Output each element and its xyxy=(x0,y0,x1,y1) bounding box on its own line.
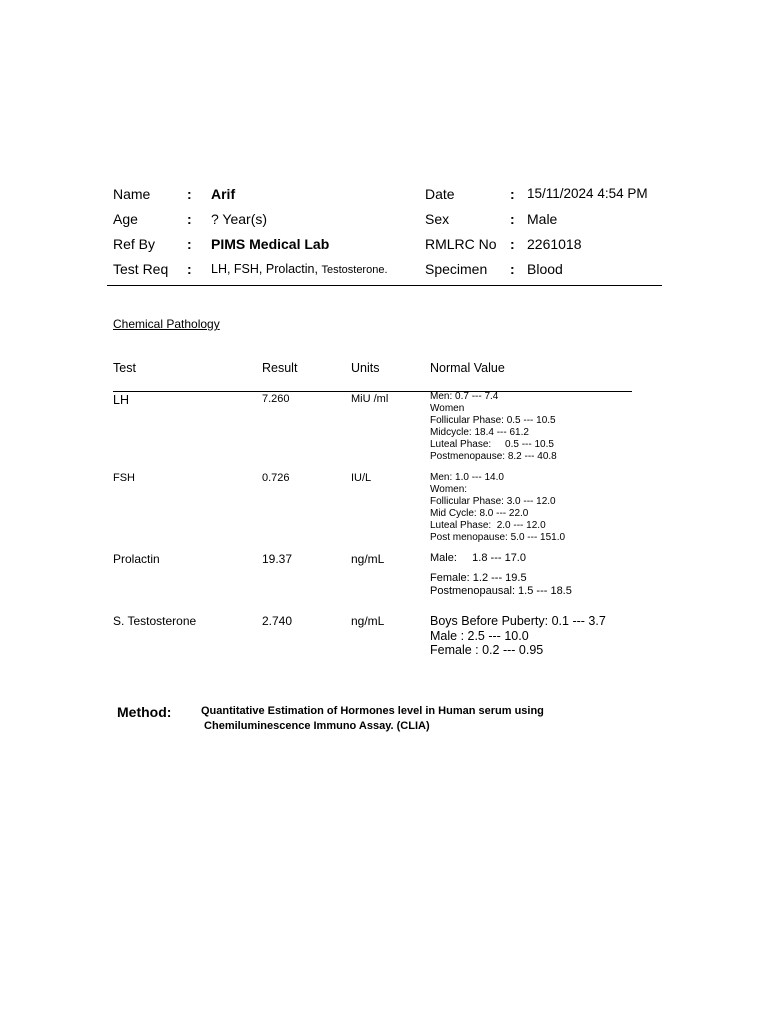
date-colon: : xyxy=(510,186,515,202)
row-prolactin-result: 19.37 xyxy=(262,552,293,566)
row-lh-result: 7.260 xyxy=(262,393,290,405)
row-testosterone-units: ng/mL xyxy=(351,614,385,628)
row-fsh-result: 0.726 xyxy=(262,472,290,484)
col-header-test: Test xyxy=(113,361,136,375)
age-colon: : xyxy=(187,211,192,227)
name-label: Name xyxy=(113,186,151,202)
row-fsh-test: FSH xyxy=(113,472,135,484)
name-value: Arif xyxy=(211,186,236,202)
sex-colon: : xyxy=(510,211,515,227)
method-label: Method: xyxy=(117,704,172,720)
col-header-units: Units xyxy=(351,361,380,375)
row-prolactin-units: ng/mL xyxy=(351,552,385,566)
testreq-colon: : xyxy=(187,261,192,277)
row-lh-test: LH xyxy=(113,393,129,407)
row-fsh-units: IU/L xyxy=(351,472,372,484)
row-fsh-normal: Men: 1.0 --- 14.0 Women: Follicular Phase: 3.0 --- 12.0 Mid Cycle: 8.0 --- 22.0 Luteal Phase: 2.0 --- 12.0 Post menopause: 5.0 --- 151.0 xyxy=(430,472,566,543)
date-value: 15/11/2024 4:54 PM xyxy=(527,186,648,201)
specimen-value: Blood xyxy=(527,261,563,277)
specimen-colon: : xyxy=(510,261,515,277)
rmlrc-value: 2261018 xyxy=(527,236,582,252)
method-text: Quantitative Estimation of Hormones level in Human serum using Chemiluminescence Immuno Assay. (CLIA) xyxy=(201,705,544,732)
section-title: Chemical Pathology xyxy=(113,317,220,331)
age-value: ? Year(s) xyxy=(211,211,268,227)
rmlrc-label: RMLRC No xyxy=(425,236,497,252)
col-header-result: Result xyxy=(262,361,298,375)
sex-label: Sex xyxy=(425,211,450,227)
col-header-normal: Normal Value xyxy=(430,361,505,375)
testreq-value xyxy=(211,261,388,278)
row-testosterone-result: 2.740 xyxy=(262,614,293,628)
row-lh-units: MiU /ml xyxy=(351,393,389,405)
row-prolactin-normal-male: Male: 1.8 --- 17.0 xyxy=(430,552,526,564)
rmlrc-colon: : xyxy=(510,236,515,252)
refby-colon: : xyxy=(187,236,192,252)
row-testosterone-normal: Boys Before Puberty: 0.1 --- 3.7 Male : 2.5 --- 10.0 Female : 0.2 --- 0.95 xyxy=(430,614,606,657)
age-label: Age xyxy=(113,211,138,227)
testreq-label: Test Req xyxy=(113,261,169,277)
sex-value: Male xyxy=(527,211,558,227)
name-colon: : xyxy=(187,186,192,202)
header-divider xyxy=(107,285,662,286)
refby-value: PIMS Medical Lab xyxy=(211,236,330,252)
date-label: Date xyxy=(425,186,455,202)
specimen-label: Specimen xyxy=(425,261,488,277)
testreq-value-small: Testosterone. xyxy=(321,264,388,276)
refby-label: Ref By xyxy=(113,236,156,252)
testreq-value-main: LH, FSH, Prolactin, xyxy=(211,262,318,276)
row-lh-normal: Men: 0.7 --- 7.4 Women Follicular Phase: 0.5 --- 10.5 Midcycle: 18.4 --- 61.2 Luteal Phase: 0.5 --- 10.5 Postmenopause: 8.2 --- 40.8 xyxy=(430,391,557,462)
row-prolactin-test: Prolactin xyxy=(113,552,160,566)
row-testosterone-test: S. Testosterone xyxy=(113,614,197,628)
row-prolactin-normal-female: Female: 1.2 --- 19.5 Postmenopausal: 1.5 --- 18.5 xyxy=(430,572,572,597)
